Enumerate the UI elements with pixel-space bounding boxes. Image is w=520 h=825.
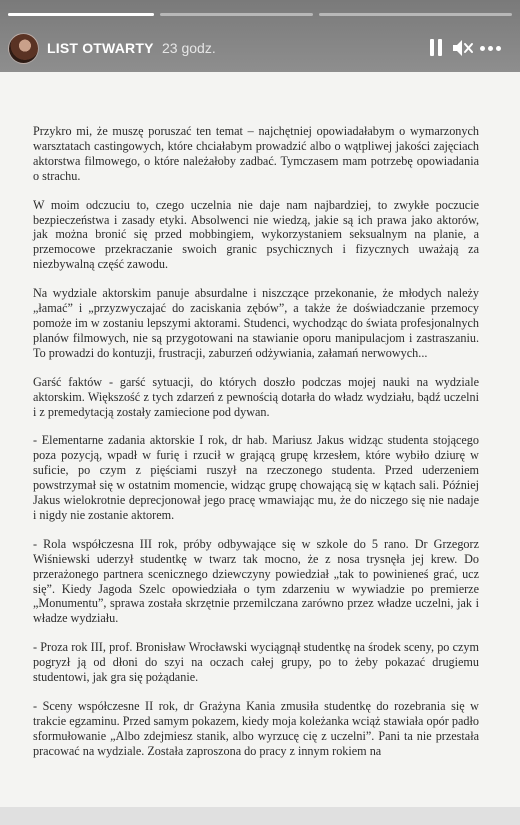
letter-paragraph: Na wydziale aktorskim panuje absurdalne i niszczące przekonanie, że młodych należy „łamać” i „przyzwyczajać do zaciskania zębów”, a także że doświadczanie przemocy pomoże im w zostaniu lepszymi aktorami. Studenci, wychodząc do świata profesjonalnych planów filmowych, nie są przygotowani na stawianie oporu manipulacjom i zastraszaniu. To prowadzi do kontuzji, frustracji, zaburzeń odżywiania, załamań nerwowych... bbox=[33, 286, 479, 360]
story-footer-strip bbox=[0, 807, 520, 825]
story-progress-segment-3 bbox=[319, 13, 512, 16]
letter-paragraph: - Sceny współczesne II rok, dr Grażyna Kania zmusiła studentkę do rozebrania się w trakcie egzaminu. Przed samym pokazem, kiedy moja koleżanka wciąż stawiała opór padło sformułowanie „Albo zdejmiesz stanik, albo wyrzucę cię z uczelni”. Pani ta nie przestała pracować na wydziale. Została zaproszona do pracy z innym rokiem na bbox=[33, 699, 479, 758]
more-horizontal-icon[interactable] bbox=[479, 38, 503, 58]
story-header bbox=[0, 0, 520, 72]
letter-paragraph: - Elementarne zadania aktorskie I rok, dr hab. Mariusz Jakus widząc studenta stojącego poza pozycją, wpadł w furię i rzucił w grającą grupę krzesłem, które wybiło dziurę w suficie, po czym z pięściami ruszył na rzeczonego studenta. Przed uderzeniem powstrzymał się w ostatnim momencie, widząc grupę chowającą się w kątach sali. Później Jakus wielokrotnie deprecjonował jego pracę wmawiając mu, że do niczego się nie nadaje i nigdy nie zostanie aktorem. bbox=[33, 433, 479, 522]
story-username[interactable]: LIST OTWARTY bbox=[47, 40, 154, 56]
letter-paragraph: W moim odczuciu to, czego uczelnia nie daje nam najbardziej, to zwykłe poczucie bezpieczeństwa i zasady etyki. Absolwenci nie wiedzą, jakie są ich prawa jako aktorów, jak można bronić się przed mobbingiem, wykorzystaniem seksualnym na planie, a przemocowe przekraczanie swoich granic psychicznych i fizycznych uważają za niezbywalną część zawodu. bbox=[33, 197, 479, 272]
letter-paragraph: Garść faktów - garść sytuacji, do których doszło podczas mojej nauki na wydziale aktorskim. Większość z tych zdarzeń z pewnością dotarła do władz wydziału, bądź uczelni i z premedytacją zostały zamiecione pod dywan. bbox=[33, 374, 479, 419]
story-progress-fill-1 bbox=[8, 13, 154, 16]
avatar[interactable] bbox=[8, 33, 39, 64]
letter-paragraph: - Proza rok III, prof. Bronisław Wrocławski wyciągnął studentkę na środek sceny, po czym pogryzł ją od dłoni do szyi na oczach całej grupy, po to żeby pokazać drugiemu studentowi, jak gra się pożądanie. bbox=[33, 640, 479, 685]
letter-document bbox=[0, 72, 520, 807]
story-progress-segment-1 bbox=[8, 13, 154, 16]
letter-paragraph: Przykro mi, że muszę poruszać ten temat – najchętniej opowiadałabym o wymarzonych warsztatach castingowych, które chciałabym prowadzić albo o wątpliwej jakości zajęciach aktorstwa filmowego, o które należałoby zadbać. Tymczasem mam potrzebę opowiadania o strachu. bbox=[33, 124, 479, 183]
letter-paragraph: - Rola współczesna III rok, próby odbywające się w szkole do 5 rano. Dr Grzegorz Wiśniewski uderzył studentkę w twarz tak mocno, że z nosa trysnęła jej krew. Do przerażonego partnera scenicznego dziewczyny powiedział „tak to powinieneś grać, ucz się”. Kiedy Jagoda Szelc opowiedziała o tym zdarzeniu w wywiadzie po premierze „Monumentu”, sprawa została skrzętnie przemilczana zarówno przez władze uczelni, jak i władze wydziału. bbox=[33, 536, 479, 626]
story-progress-segment-2 bbox=[160, 13, 313, 16]
story-timestamp: 23 godz. bbox=[162, 40, 216, 56]
pause-icon[interactable] bbox=[430, 38, 444, 58]
speaker-muted-icon[interactable] bbox=[452, 38, 474, 58]
letter-body bbox=[33, 124, 479, 773]
